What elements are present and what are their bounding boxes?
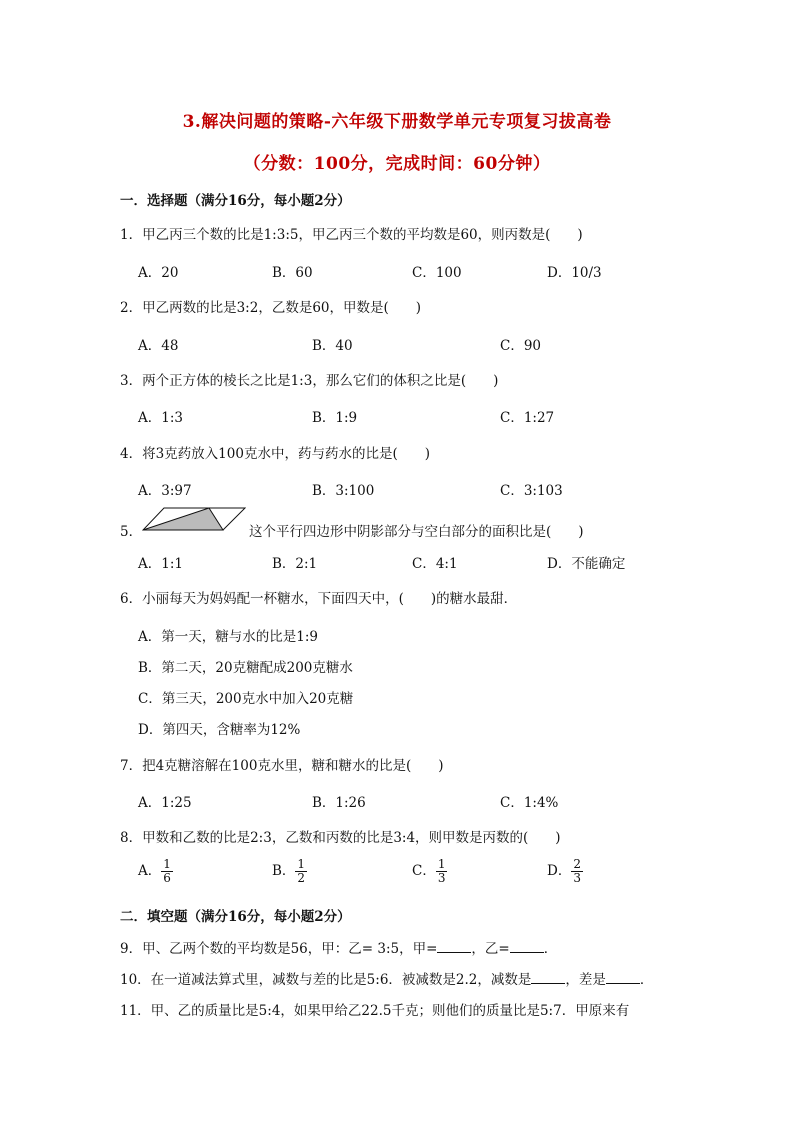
q8-option-d	[547, 858, 583, 885]
section-heading-fill: 二．填空题（满分16分，每小题2分）	[120, 909, 351, 925]
q1-option-c: C．100	[412, 265, 462, 281]
fraction	[436, 858, 448, 885]
parallelogram-figure	[142, 507, 246, 531]
q5-option-b: B．2:1	[272, 556, 318, 572]
q7-option-a: A．1:25	[138, 795, 192, 811]
q1-option-a: A．20	[138, 265, 179, 281]
q6-option-a: A．第一天，糖与水的比是1:9	[138, 629, 318, 645]
q9-text-b: ，乙=	[471, 941, 510, 957]
q4-option-c: C．3:103	[500, 483, 563, 499]
numerator: 1	[297, 857, 306, 871]
q4-option-b: B．3:100	[312, 483, 375, 499]
q7-option-c: C．1:4%	[500, 795, 559, 811]
q8-option-a	[138, 858, 173, 885]
q5-option-c: C．4:1	[412, 556, 458, 572]
fraction	[571, 858, 583, 885]
q7-option-b: B．1:26	[312, 795, 366, 811]
q8-option-c	[412, 858, 447, 885]
q6-option-b: B．第二天，20克糖配成200克糖水	[138, 660, 353, 676]
q2-option-b: B．40	[312, 338, 353, 354]
q2-option-a: A．48	[138, 338, 179, 354]
answer-blank[interactable]	[510, 940, 544, 953]
denominator: 3	[573, 871, 581, 885]
page-subtitle: （分数：100分，完成时间：60分钟）	[243, 154, 551, 174]
question-9	[120, 937, 557, 957]
q2-option-c: C．90	[500, 338, 542, 354]
question-8: 8．甲数和乙数的比是2:3，乙数和丙数的比是3:4，则甲数是丙数的( )	[120, 830, 561, 846]
question-6: 6．小丽每天为妈妈配一杯糖水，下面四天中，( )的糖水最甜．	[120, 591, 518, 607]
page-title: 3.解决问题的策略-六年级下册数学单元专项复习拔高卷	[182, 112, 612, 132]
q8-option-a-label: A．	[138, 863, 162, 879]
question-3: 3．两个正方体的棱长之比是1:3，那么它们的体积之比是( )	[120, 373, 499, 389]
q3-option-b: B．1:9	[312, 410, 358, 426]
q5-option-a: A．1:1	[138, 556, 183, 572]
q8-option-b	[272, 858, 307, 885]
fraction	[161, 858, 173, 885]
q10-text-c: ．	[639, 972, 654, 988]
answer-blank[interactable]	[531, 971, 565, 984]
question-11: 11．甲、乙的质量比是5:4，如果甲给乙22.5千克；则他们的质量比是5:7．甲原来有	[120, 1003, 630, 1019]
question-5-stem: 这个平行四边形中阴影部分与空白部分的面积比是( )	[249, 524, 584, 540]
answer-blank[interactable]	[437, 940, 471, 953]
section-heading-choice: 一．选择题（满分16分，每小题2分）	[120, 193, 351, 209]
q6-option-d: D．第四天，含糖率为12%	[138, 722, 301, 738]
fraction	[295, 858, 307, 885]
q8-option-d-label: D．	[547, 863, 572, 879]
denominator: 6	[163, 871, 171, 885]
q3-option-a: A．1:3	[138, 410, 183, 426]
answer-blank[interactable]	[606, 971, 640, 984]
question-1: 1．甲乙丙三个数的比是1:3:5，甲乙丙三个数的平均数是60，则丙数是( )	[120, 227, 583, 243]
question-7: 7．把4克糖溶解在100克水里，糖和糖水的比是( )	[120, 758, 444, 774]
q3-option-c: C．1:27	[500, 410, 555, 426]
q5-option-d: D．不能确定	[547, 556, 626, 572]
q9-text-a: 9．甲、乙两个数的平均数是56，甲：乙= 3:5，甲=	[120, 941, 438, 957]
question-5-number: 5．	[120, 524, 143, 540]
denominator: 3	[437, 871, 446, 885]
q9-text-c: ．	[543, 941, 558, 957]
numerator: 1	[163, 857, 171, 871]
numerator: 1	[437, 857, 446, 871]
q6-option-c: C．第三天，200克水中加入20克糖	[138, 691, 354, 707]
q1-option-d: D．10/3	[547, 265, 602, 281]
question-2: 2．甲乙两数的比是3:2，乙数是60，甲数是( )	[120, 300, 422, 316]
q10-text-a: 10．在一道减法算式里，减数与差的比是5:6．被减数是2.2，减数是	[120, 972, 532, 988]
question-4: 4．将3克药放入100克水中，药与药水的比是( )	[120, 446, 430, 462]
q8-option-b-label: B．	[272, 863, 296, 879]
question-10	[120, 968, 653, 988]
q10-text-b: ，差是	[565, 972, 606, 988]
numerator: 2	[573, 857, 581, 871]
q4-option-a: A．3:97	[138, 483, 192, 499]
q1-option-b: B．60	[272, 265, 313, 281]
denominator: 2	[297, 871, 306, 885]
q8-option-c-label: C．	[412, 863, 436, 879]
